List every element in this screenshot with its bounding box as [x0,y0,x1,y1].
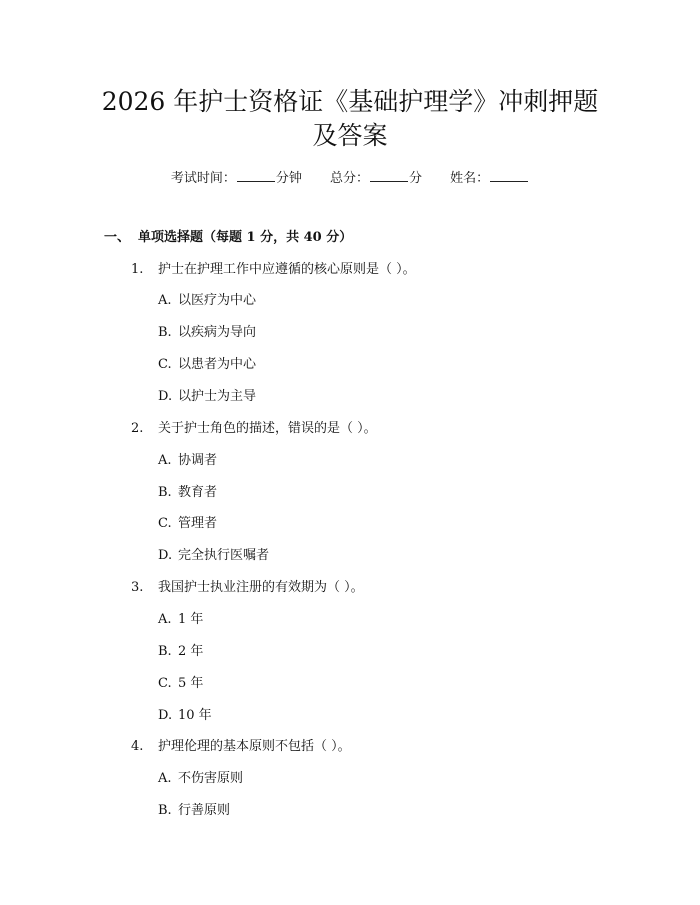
option-text: 以医疗为中心 [178,293,257,308]
total-score-unit: 分 [409,171,423,186]
option-text: 完全执行医嘱者 [178,548,270,563]
option-letter: A. [158,293,172,308]
option-4a [158,769,243,789]
option-4b [158,801,230,821]
option-3b [158,642,203,662]
option-letter: C. [158,676,172,691]
option-2b [158,483,217,503]
option-1b [158,323,256,343]
option-letter: B. [158,803,172,818]
question-text: 护士在护理工作中应遵循的核心原则是（ ）。 [158,262,416,277]
option-letter: B. [158,644,172,659]
option-3a [158,610,203,630]
question-3 [131,578,364,598]
option-letter: A. [158,771,172,786]
question-text: 我国护士执业注册的有效期为（ ）。 [158,580,364,595]
section-heading [104,228,352,248]
total-score-blank [370,168,408,182]
exam-time-label: 考试时间： [170,171,236,186]
option-text: 5 年 [178,676,204,691]
question-text: 护理伦理的基本原则不包括（ ）。 [158,739,351,754]
option-2c [158,514,217,534]
option-3d [158,706,212,726]
option-letter: B. [158,325,172,340]
option-1a [158,291,256,311]
option-text: 以疾病为导向 [178,325,257,340]
question-1 [131,260,416,280]
option-1c [158,355,256,375]
option-letter: D. [158,548,173,563]
option-text: 行善原则 [178,803,231,818]
question-number: 4. [131,739,144,754]
exam-time-unit: 分钟 [275,171,302,186]
document-title-line-2: 及答案 [312,121,388,150]
option-text: 协调者 [178,453,218,468]
option-text: 管理者 [178,516,218,531]
question-number: 3. [131,580,144,595]
option-letter: B. [158,485,172,500]
exam-info-row [0,168,700,189]
name-label: 姓名： [450,171,490,186]
section-number: 一、 [104,230,131,245]
option-1d [158,387,256,407]
exam-time-field [171,168,302,189]
total-score-field [330,168,422,189]
question-4 [131,737,351,757]
option-letter: D. [158,389,173,404]
document-title-line-1: 2026 年护士资格证《基础护理学》冲刺押题 [101,87,599,116]
section-title: 单项选择题（每题 1 分，共 40 分） [138,230,353,245]
option-letter: D. [158,708,173,723]
option-2a [158,451,217,471]
option-letter: C. [158,516,172,531]
question-text: 关于护士角色的描述，错误的是（ ）。 [158,421,377,436]
question-number: 2. [131,421,144,436]
name-field [450,168,529,189]
total-score-label: 总分： [329,171,369,186]
option-text: 2 年 [178,644,204,659]
name-blank [490,168,528,182]
option-text: 教育者 [178,485,218,500]
option-3c [158,674,203,694]
option-text: 不伤害原则 [178,771,244,786]
option-text: 10 年 [178,708,212,723]
option-letter: C. [158,357,172,372]
option-text: 1 年 [178,612,204,627]
option-text: 以患者为中心 [178,357,257,372]
option-letter: A. [158,453,172,468]
option-text: 以护士为主导 [178,389,257,404]
question-number: 1. [131,262,144,277]
option-letter: A. [158,612,172,627]
question-2 [131,419,377,439]
exam-time-blank [237,168,275,182]
option-2d [158,546,269,566]
